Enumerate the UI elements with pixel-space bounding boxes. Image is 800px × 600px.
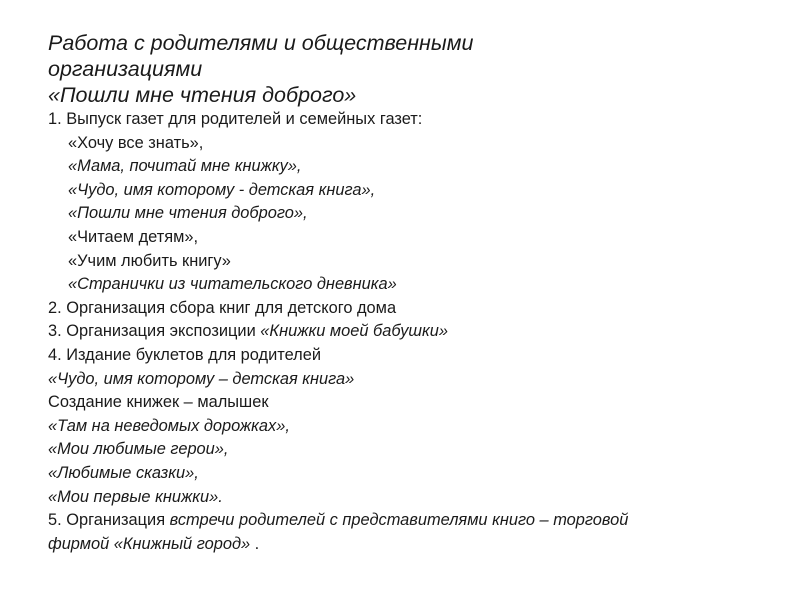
bullet-text: «Хочу все знать»,: [68, 133, 204, 152]
item-3-title: «Книжки моей бабушки»: [260, 322, 448, 341]
bullet-item: [48, 155, 768, 179]
bullet-item: [48, 179, 768, 203]
bullet-text: «Читаем детям»,: [68, 227, 199, 246]
bullet-item: [48, 202, 768, 226]
item-5-continued: [48, 533, 768, 557]
item-5-text: 5. Организация: [48, 511, 166, 530]
bullet-text: «Пошли мне чтения доброго»,: [68, 204, 308, 223]
bullet-text: «Чудо, имя которому - детская книга»,: [68, 180, 376, 199]
book-title: «Мои любимые герои»,: [48, 440, 229, 459]
bullet-text: «Учим любить книгу»: [68, 251, 231, 270]
book-title: «Там на неведомых дорожках»,: [48, 416, 290, 435]
book-title: «Любимые сказки»,: [48, 463, 199, 482]
item-4: 4. Издание буклетов для родителей: [48, 345, 322, 364]
title-line-3: «Пошли мне чтения доброго»: [48, 83, 357, 107]
item-4-subtitle: «Чудо, имя которому – детская книга»: [48, 369, 355, 388]
bullet-item: [48, 250, 768, 274]
item-3-text: 3. Организация экспозиции: [48, 322, 256, 341]
bullet-item: [48, 273, 768, 297]
item-5-italic: встречи родителей с представителями книго – торговой: [169, 511, 629, 530]
bullet-text: «Странички из читательского дневника»: [68, 275, 397, 294]
item-2: 2. Организация сбора книг для детского дома: [48, 298, 397, 317]
item-3: [48, 320, 768, 344]
bullet-text: «Мама, почитай мне книжку»,: [68, 157, 302, 176]
book-title: «Мои первые книжки».: [48, 487, 223, 506]
title-line-1: Работа с родителями и общественными: [48, 31, 474, 55]
bullet-item: [48, 226, 768, 250]
item-5-line2-end: .: [250, 534, 260, 553]
books-heading: Создание книжек – малышек: [48, 393, 269, 412]
slide-content: [48, 30, 768, 556]
item-5: [48, 509, 768, 533]
title-line-2: организациями: [48, 57, 203, 81]
item-5-line2-italic: фирмой «Книжный город»: [48, 534, 251, 553]
item-1: 1. Выпуск газет для родителей и семейных газет:: [48, 110, 423, 128]
bullet-item: [48, 132, 768, 156]
